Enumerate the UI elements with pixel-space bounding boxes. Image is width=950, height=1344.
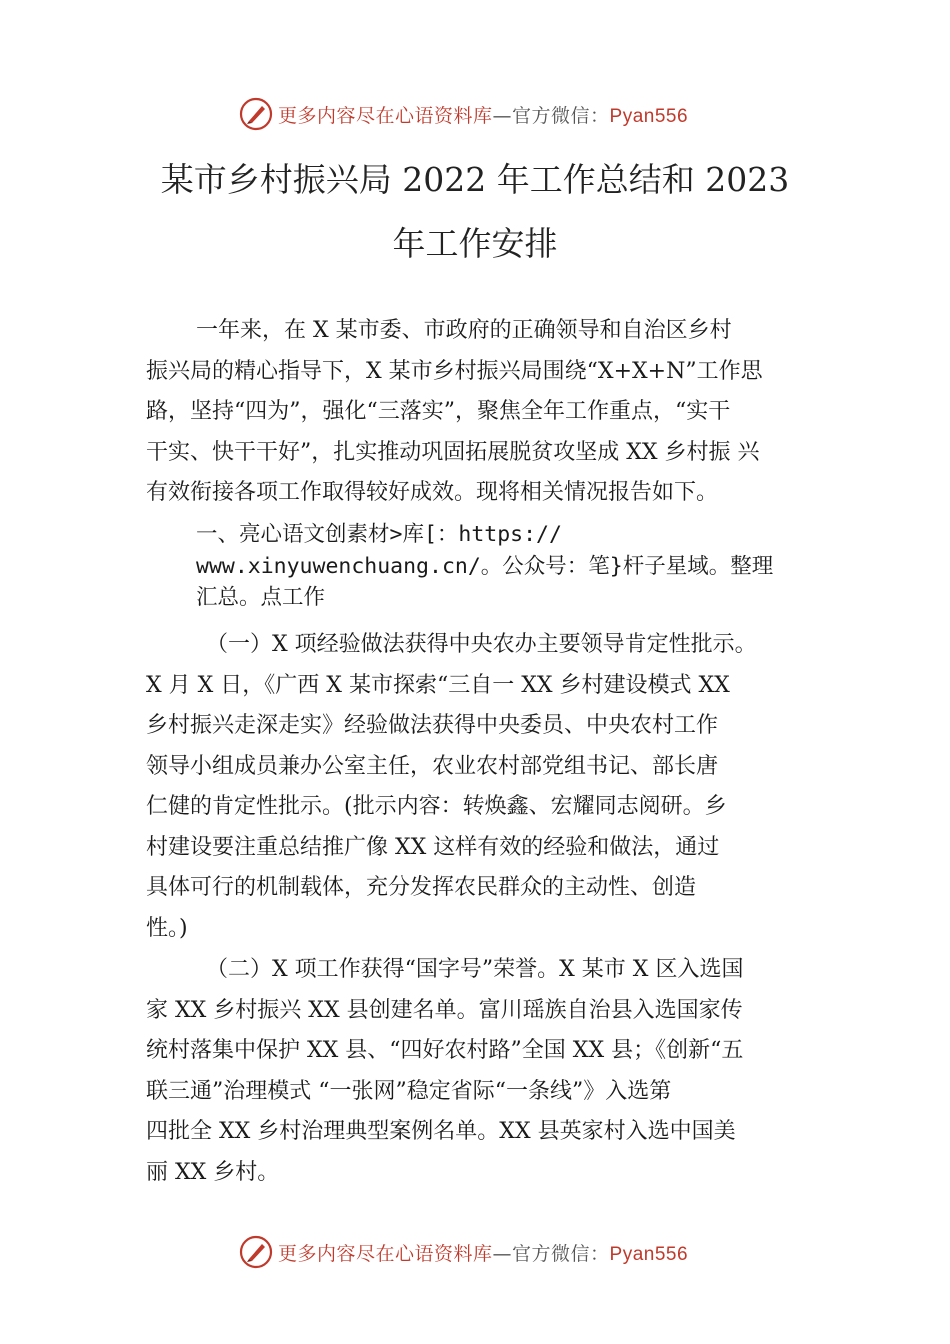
watermark-brand: 更多内容尽在心语资料库 [278,104,493,127]
item-1-paragraph [146,625,757,949]
pen-logo-icon [238,96,274,132]
paragraph-line: 统村落集中保护 XX 县、“四好农村路”全国 XX 县；《创新“五 [146,1038,744,1063]
watermark-account: Pyan556 [609,105,689,127]
paragraph-line: （一）X 项经验做法获得中央农办主要领导肯定性批示。 [206,632,757,657]
watermark-header [238,94,688,134]
paragraph-line: 联三通”治理模式 “一张网”稳定省际“一条线”》入选第 [146,1078,672,1104]
paragraph-line: 性。) [146,915,188,941]
watermark-label: 官方微信： [512,104,610,127]
paragraph-line: 丽 XX 乡村。 [146,1159,280,1185]
paragraph-line: 干实、快干干好”，扎实推动巩固拓展脱贫攻坚成 XX 乡村振 兴 [146,439,760,465]
paragraph-line: 路，坚持“四为”，强化“三落实”，聚焦全年工作重点，“实干 [146,399,731,424]
paragraph-line: 领导小组成员兼办公室主任，农业农村部党组书记、部长唐 [146,753,719,779]
section-line: www.xinyuwenchuang.cn/。公众号：笔}杆子星域。整理 [196,553,774,579]
watermark-account: Pyan556 [609,1243,689,1265]
watermark-label: 官方微信： [512,1242,610,1265]
section-line: 一、亮心语文创素材>库[：https:// [196,522,562,547]
item-2-paragraph [146,950,743,1193]
paragraph-line: 乡村振兴走深走实》经验做法获得中央委员、中央农村工作 [146,713,719,738]
section-heading-1 [196,519,773,614]
paragraph-line: 振兴局的精心指导下，X 某市乡村振兴局围绕“X+X+N”工作思 [146,358,763,384]
paragraph-line: 仁健的肯定性批示。(批示内容：转焕鑫、宏耀同志阅研。乡 [146,794,727,819]
watermark-footer [238,1232,688,1272]
section-line: 汇总。点工作 [196,585,326,610]
paragraph-line: 家 XX 乡村振兴 XX 县创建名单。富川瑶族自治县入选国家传 [146,997,743,1023]
intro-paragraph [146,311,763,514]
paragraph-line: 四批全 XX 乡村治理典型案例名单。XX 县英家村入选中国美 [146,1119,736,1144]
paragraph-line: 有效衔接各项工作取得较好成效。现将相关情况报告如下。 [146,480,719,505]
paragraph-line: 村建设要注重总结推广像 XX 这样有效的经验和做法，通过 [146,834,720,860]
watermark-separator: — [492,1242,513,1265]
watermark-brand: 更多内容尽在心语资料库 [278,1242,493,1265]
document-title-line-2: 年工作安排 [392,224,558,263]
paragraph-line: X 月 X 日，《广西 X 某市探索“三自一 XX 乡村建设模式 XX [146,672,730,698]
paragraph-line: 具体可行的机制载体，充分发挥农民群众的主动性、创造 [146,875,697,900]
document-title-line-1: 某市乡村振兴局 2022 年工作总结和 2023 [160,160,790,199]
paragraph-line: （二）X 项工作获得“国字号”荣誉。X 某市 X 区入选国 [206,957,744,982]
paragraph-line: 一年来，在 X 某市委、市政府的正确领导和自治区乡村 [196,318,732,343]
pen-logo-icon [238,1234,274,1270]
watermark-separator: — [492,104,513,127]
watermark-text [278,101,688,128]
watermark-text [278,1239,688,1266]
